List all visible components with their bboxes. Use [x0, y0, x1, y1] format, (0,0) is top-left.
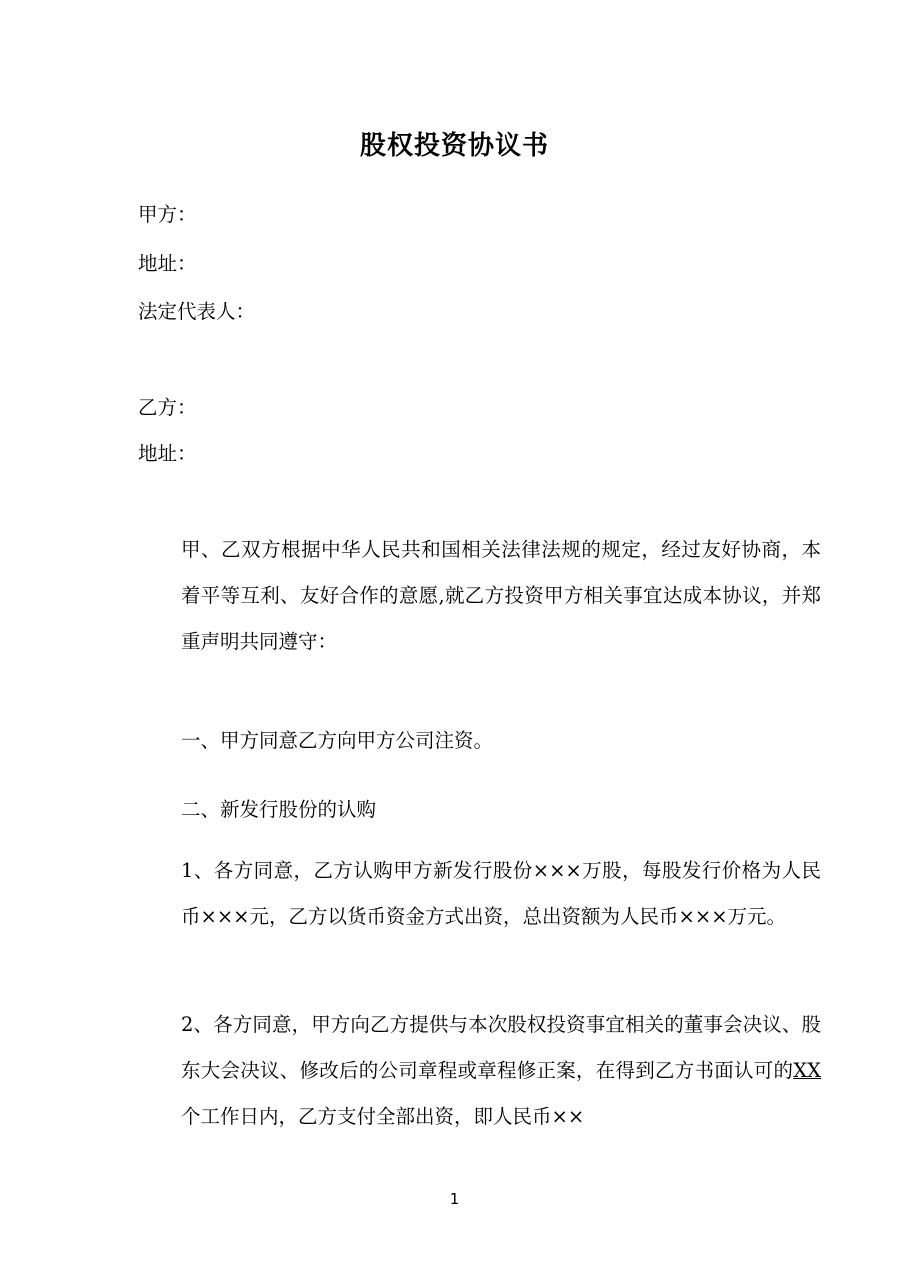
clause-2-text-end: 个工作日内，乙方支付全部出资，即人民币×× — [181, 1105, 585, 1128]
party-a-representative-label: 法定代表人： — [138, 300, 256, 323]
clause-2-paragraph — [138, 1002, 821, 1140]
clause-2-underlined-placeholder: XX — [793, 1059, 821, 1082]
section-2-heading: 二、新发行股份的认购 — [181, 798, 377, 821]
preamble-paragraph: 甲、乙双方根据中华人民共和国相关法律法规的规定，经过友好协商，本着平等互利、友好合作的意愿,就乙方投资甲方相关事宜达成本协议，并郑重声明共同遵守： — [181, 538, 821, 653]
party-a-label: 甲方： — [138, 203, 197, 226]
document-title: 股权投资协议书 — [359, 131, 549, 161]
party-b-address-label: 地址： — [138, 442, 197, 465]
clause-2-text-start: 2、各方同意，甲方向乙方提供与本次股权投资事宜相关的董事会决议、股东大会决议、修改后的公司章程或章程修正案，在得到乙方书面认可的 — [181, 1013, 821, 1082]
clause-1-paragraph: 1、各方同意，乙方认购甲方新发行股份×××万股，每股发行价格为人民币×××元，乙方以货币资金方式出资，总出资额为人民币×××万元。 — [181, 859, 821, 928]
page-number: 1 — [449, 1190, 460, 1208]
party-b-label: 乙方： — [138, 396, 197, 419]
party-a-address-label: 地址： — [138, 252, 197, 275]
section-1-heading: 一、甲方同意乙方向甲方公司注资。 — [181, 729, 494, 752]
